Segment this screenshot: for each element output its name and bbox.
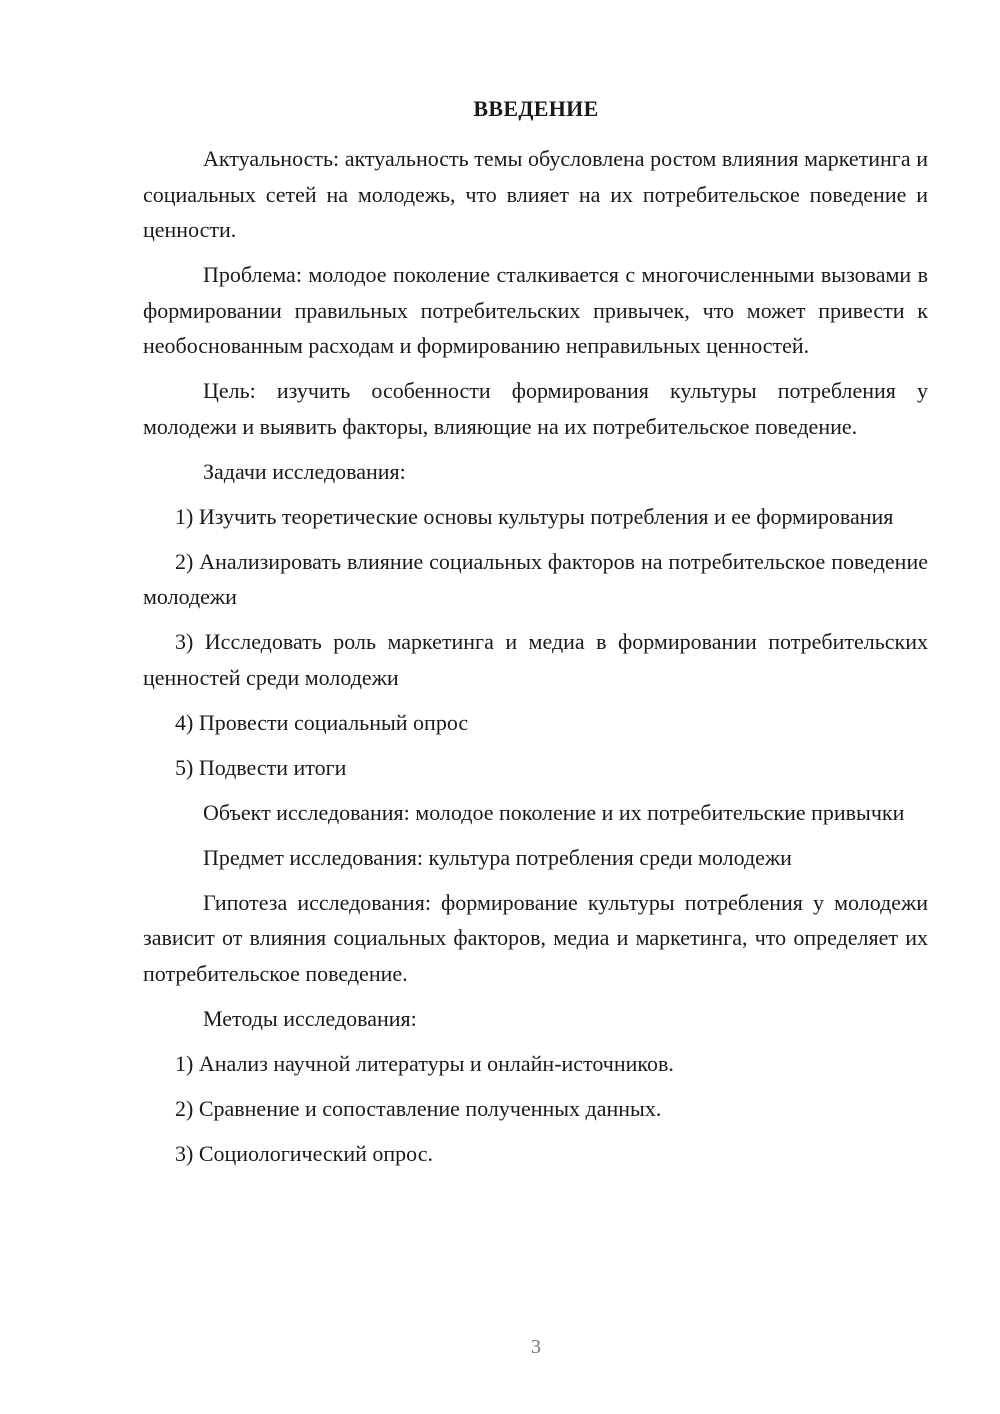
paragraph-relevance: Актуальность: актуальность темы обусловлена ростом влияния маркетинга и социальных сетей на молодежь, что влияет на их потребительское поведение и ценности. — [143, 146, 928, 242]
paragraph-subject: Предмет исследования: культура потребления среди молодежи — [203, 844, 792, 870]
paragraph-hypothesis: Гипотеза исследования: формирование культуры потребления у молодежи зависит от влияния социальных факторов, медиа и маркетинга, что определяет их потребительское поведение. — [143, 889, 928, 986]
paragraph-tasks-heading: Задачи исследования: — [203, 458, 406, 484]
task-item-5: 5) Подвести итоги — [175, 754, 347, 780]
method-item-3: 3) Социологический опрос. — [175, 1140, 433, 1166]
method-item-1: 1) Анализ научной литературы и онлайн-источников. — [175, 1050, 674, 1076]
page-number: 3 — [531, 1336, 541, 1358]
task-item-1: 1) Изучить теоретические основы культуры потребления и ее формирования — [175, 503, 894, 529]
method-item-2: 2) Сравнение и сопоставление полученных данных. — [175, 1095, 662, 1121]
task-item-4: 4) Провести социальный опрос — [175, 709, 469, 735]
document-body — [143, 141, 928, 1181]
paragraph-problem: Проблема: молодое поколение сталкивается с многочисленными вызовами в формировании правильных потребительских привычек, что может привести к необоснованным расходам и формированию неправильных ценностей. — [143, 262, 928, 358]
task-item-2: 2) Анализировать влияние социальных факторов на потребительское поведение молодежи — [143, 548, 928, 609]
task-item-3: 3) Исследовать роль маркетинга и медиа в формировании потребительских ценностей среди молодежи — [143, 629, 928, 690]
paragraph-goal: Цель: изучить особенности формирования культуры потребления у молодежи и выявить факторы, влияющие на их потребительское поведение. — [143, 378, 928, 439]
paragraph-methods-heading: Методы исследования: — [203, 1005, 417, 1031]
paragraph-object: Объект исследования: молодое поколение и их потребительские привычки — [203, 799, 905, 825]
page-title: ВВЕДЕНИЕ — [473, 96, 599, 121]
